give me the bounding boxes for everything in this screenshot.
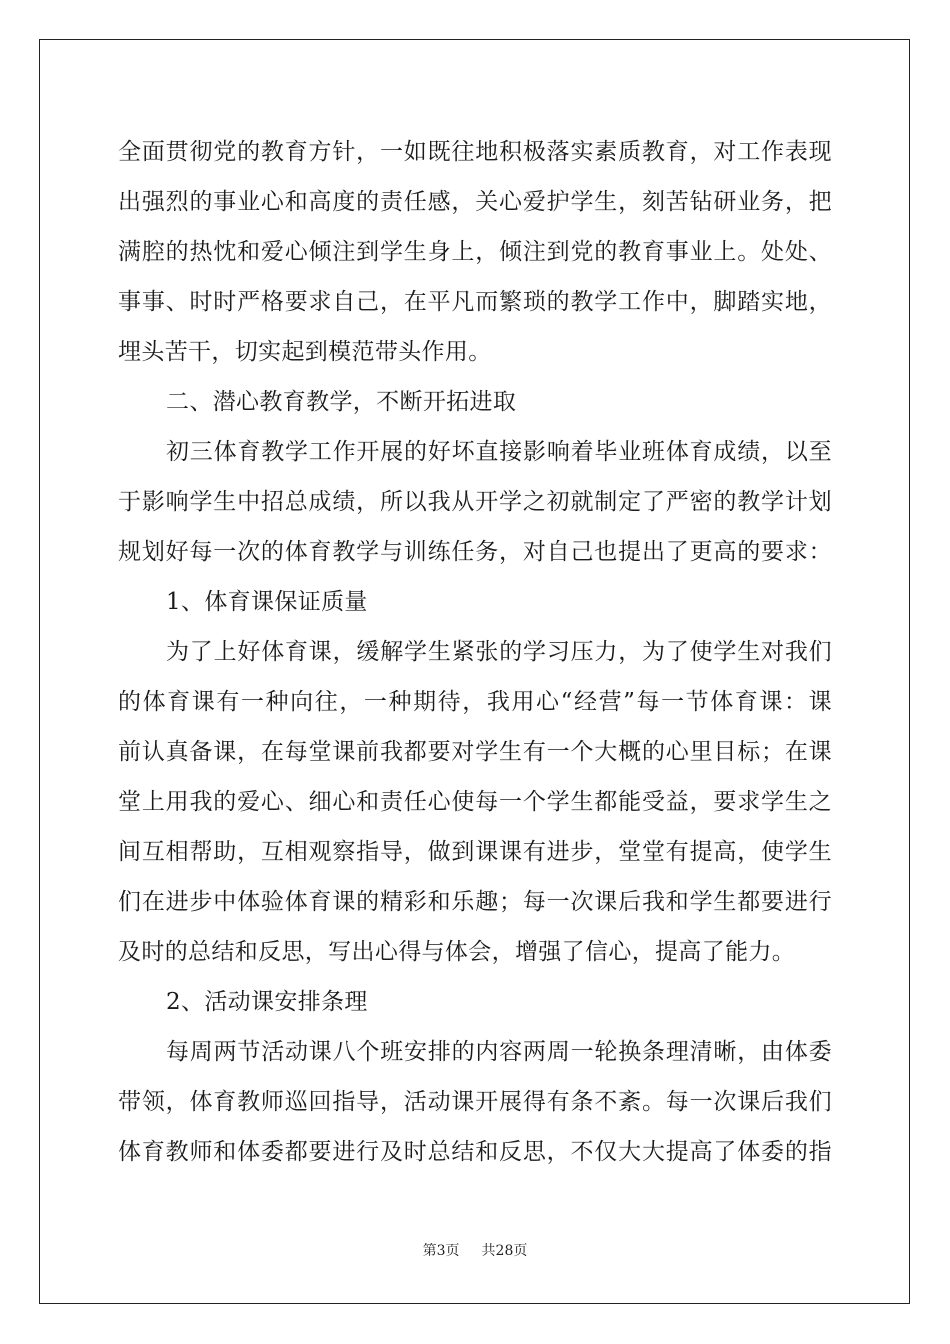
document-body [118, 127, 832, 1177]
subsection-heading: 2、活动课安排条理 [166, 989, 368, 1015]
text-line: 规划好每一次的体育教学与训练任务，对自己也提出了更高的要求： [118, 539, 832, 565]
total-pages: 共28页 [481, 1243, 528, 1259]
text-line: 们在进步中体验体育课的精彩和乐趣；每一次课后我和学生都要进行 [118, 889, 832, 915]
text-line: 全面贯彻党的教育方针，一如既往地积极落实素质教育，对工作表现 [118, 139, 832, 165]
section-heading: 二、潜心教育教学，不断开拓进取 [166, 389, 517, 415]
text-line: 满腔的热忱和爱心倾注到学生身上，倾注到党的教育事业上。处处、 [118, 239, 832, 265]
text-line: 堂上用我的爱心、细心和责任心使每一个学生都能受益，要求学生之 [118, 789, 832, 815]
text-line: 每周两节活动课八个班安排的内容两周一轮换条理清晰，由体委 [166, 1039, 832, 1065]
text-line: 初三体育教学工作开展的好坏直接影响着毕业班体育成绩，以至 [166, 439, 832, 465]
page-number: 第3页 [422, 1243, 460, 1259]
page-footer [0, 1240, 950, 1260]
text-line: 为了上好体育课，缓解学生紧张的学习压力，为了使学生对我们 [166, 639, 832, 665]
text-line: 埋头苦干，切实起到模范带头作用。 [118, 339, 492, 365]
text-line: 的体育课有一种向往，一种期待，我用心“经营”每一节体育课：课 [118, 689, 832, 715]
text-line: 体育教师和体委都要进行及时总结和反思，不仅大大提高了体委的指 [118, 1139, 832, 1165]
text-line: 出强烈的事业心和高度的责任感，关心爱护学生，刻苦钻研业务，把 [118, 189, 832, 215]
text-line: 事事、时时严格要求自己，在平凡而繁琐的教学工作中，脚踏实地， [118, 289, 832, 315]
text-line: 及时的总结和反思，写出心得与体会，增强了信心，提高了能力。 [118, 939, 796, 965]
text-line: 间互相帮助，互相观察指导，做到课课有进步，堂堂有提高，使学生 [118, 839, 832, 865]
text-line: 于影响学生中招总成绩，所以我从开学之初就制定了严密的教学计划 [118, 489, 832, 515]
text-line: 前认真备课，在每堂课前我都要对学生有一个大概的心里目标；在课 [118, 739, 832, 765]
subsection-heading: 1、体育课保证质量 [166, 589, 368, 615]
text-line: 带领，体育教师巡回指导，活动课开展得有条不紊。每一次课后我们 [118, 1089, 832, 1115]
